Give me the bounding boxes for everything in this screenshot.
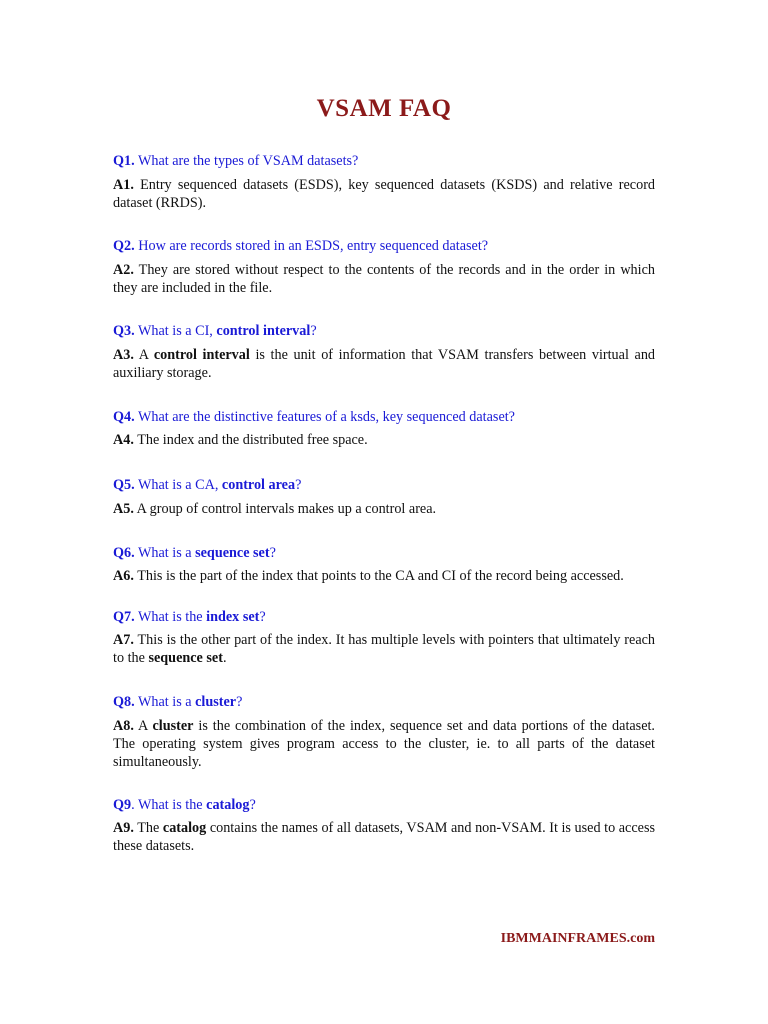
term: cluster — [152, 718, 194, 734]
question-text: What is a CI, — [137, 323, 217, 339]
question-3 — [113, 322, 655, 340]
question-number: Q2. — [113, 238, 135, 254]
punctuation: . — [222, 650, 227, 666]
answer-text: A — [138, 718, 153, 734]
question-number: Q9 — [113, 797, 132, 813]
term: index set — [206, 609, 260, 625]
answer-text: is the combination of the index, sequence set and data portions of the dataset. The operating system gives program access to the cluster, ie. to all parts of the dataset simultaneously. — [113, 718, 655, 770]
question-number: Q8. — [113, 694, 135, 710]
question-text: What is the — [137, 609, 207, 625]
term: control interval — [153, 347, 250, 363]
punctuation: ? — [269, 545, 276, 561]
question-6 — [113, 544, 655, 562]
answer-text: The — [137, 820, 163, 836]
answer-6 — [113, 567, 655, 585]
answer-5 — [113, 500, 655, 518]
answer-number: A6. — [113, 568, 134, 584]
answer-1 — [113, 176, 655, 212]
question-7 — [113, 608, 655, 626]
answer-3 — [113, 346, 655, 382]
term: catalog — [162, 820, 207, 836]
answer-text: Entry sequenced datasets (ESDS), key sequenced datasets (KSDS) and relative record dataset (RRDS). — [113, 177, 656, 211]
punctuation: ? — [295, 477, 302, 493]
answer-text: The index and the distributed free space. — [137, 432, 368, 448]
answer-number: A4. — [113, 432, 134, 448]
answer-4 — [113, 431, 655, 449]
term: cluster — [195, 694, 237, 710]
term: control area — [221, 477, 296, 493]
answer-text: contains the names of all datasets, VSAM and non-VSAM. It is used to access these datasets. — [113, 820, 655, 854]
answer-number: A5. — [113, 501, 134, 517]
question-text: What is a CA, — [137, 477, 222, 493]
answer-text: A group of control intervals makes up a control area. — [136, 501, 437, 517]
punctuation: ? — [259, 609, 266, 625]
page-title: VSAM FAQ — [316, 95, 452, 122]
answer-2 — [113, 261, 655, 297]
answer-7 — [113, 631, 655, 667]
question-1 — [113, 152, 655, 170]
answer-number: A7. — [113, 632, 134, 648]
question-2 — [113, 237, 655, 255]
punctuation: ? — [236, 694, 243, 710]
answer-number: A3. — [113, 347, 134, 363]
answer-number: A8. — [113, 718, 134, 734]
question-text: How are records stored in an ESDS, entry sequenced dataset? — [138, 238, 489, 254]
footer-site-name: IBMMAINFRAMES.com — [500, 931, 655, 946]
question-5 — [113, 476, 655, 494]
question-number: Q1. — [113, 153, 135, 169]
question-number: Q6. — [113, 545, 135, 561]
question-8 — [113, 693, 655, 711]
answer-9 — [113, 819, 655, 855]
term: sequence set — [148, 650, 223, 666]
answer-text: They are stored without respect to the contents of the records and in the order in which they are included in the file. — [113, 262, 655, 296]
answer-number: A2. — [113, 262, 134, 278]
term: control interval — [216, 323, 311, 339]
answer-text: is the unit of information that VSAM transfers between virtual and auxiliary storage. — [113, 347, 656, 381]
question-4 — [113, 408, 655, 426]
question-number: Q5. — [113, 477, 135, 493]
term: catalog — [206, 797, 250, 813]
answer-text: This is the part of the index that points to the CA and CI of the record being accessed. — [137, 568, 624, 584]
question-number: Q3. — [113, 323, 135, 339]
punctuation: ? — [310, 323, 317, 339]
question-text: What is a — [137, 694, 196, 710]
term: sequence set — [195, 545, 270, 561]
question-text: . What is the — [131, 797, 207, 813]
question-text: What are the distinctive features of a ksds, key sequenced dataset? — [137, 409, 515, 425]
answer-text: This is the other part of the index. It has multiple levels with pointers that ultimately reach to the — [113, 632, 656, 666]
question-text: What are the types of VSAM datasets? — [137, 153, 359, 169]
answer-text: A — [138, 347, 154, 363]
answer-number: A9. — [113, 820, 134, 836]
question-text: What is a — [137, 545, 196, 561]
answer-8 — [113, 717, 655, 771]
question-number: Q7. — [113, 609, 135, 625]
question-9 — [113, 796, 655, 814]
answer-number: A1. — [113, 177, 134, 193]
question-number: Q4. — [113, 409, 135, 425]
punctuation: ? — [249, 797, 256, 813]
